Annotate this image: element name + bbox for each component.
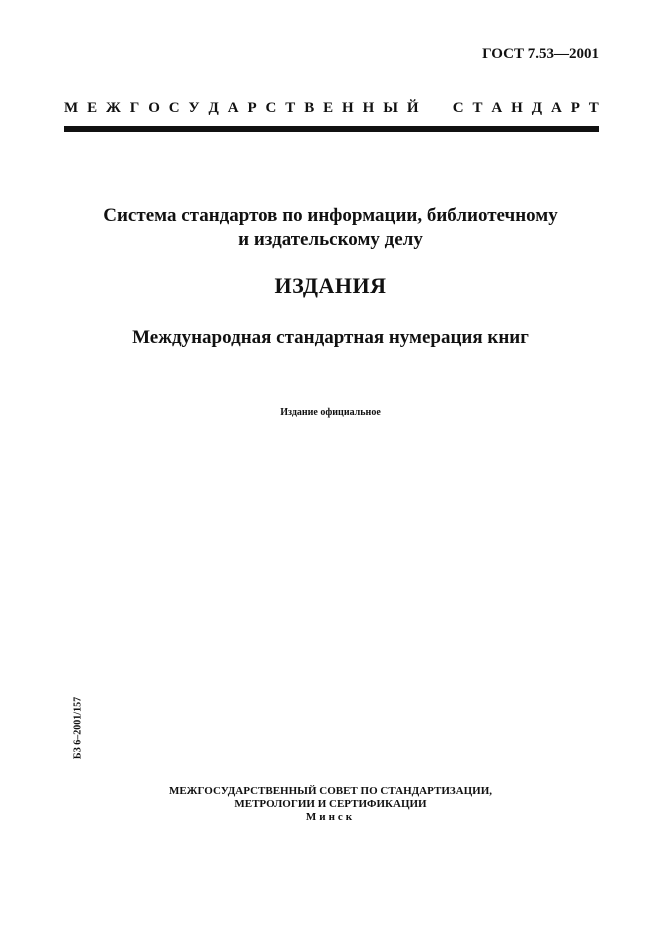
edition-note: Издание официальное <box>280 407 381 418</box>
header-letter: А <box>491 100 503 116</box>
publisher-city: Минск <box>305 811 356 823</box>
header-letter: А <box>227 100 239 116</box>
header-letter: Т <box>285 100 296 116</box>
header-letter: Д <box>531 100 543 116</box>
header-rule <box>64 126 599 132</box>
gost-number: ГОСТ 7.53—2001 <box>482 46 599 62</box>
header-letter: Е <box>323 100 334 116</box>
header-letter: А <box>550 100 562 116</box>
header-letter: Ж <box>106 100 121 116</box>
header-letter: Н <box>511 100 523 116</box>
header-letter: У <box>188 100 200 116</box>
header-letter: Р <box>247 100 257 116</box>
header-letter: Е <box>87 100 98 116</box>
side-code: БЗ 6–2001/157 <box>72 696 84 760</box>
publisher-line2: МЕТРОЛОГИИ И СЕРТИФИКАЦИИ <box>234 798 427 810</box>
header-letter: С <box>265 100 277 116</box>
header-letter: Д <box>208 100 219 116</box>
header-letter: Н <box>362 100 375 116</box>
header-letter: С <box>452 100 464 116</box>
document-subtitle: Международная стандартная нумерация книг <box>132 327 529 348</box>
header-letter: В <box>304 100 315 116</box>
series-title-line1: Система стандартов по информации, библиотечному <box>103 205 558 226</box>
header-letter: С <box>168 100 180 116</box>
publisher-line1: МЕЖГОСУДАРСТВЕННЫЙ СОВЕТ ПО СТАНДАРТИЗАЦИИ, <box>168 785 493 797</box>
header-letter: М <box>64 100 79 116</box>
header-letter: Р <box>570 100 580 116</box>
header-word-gap <box>440 100 444 117</box>
header-letter: Т <box>472 100 483 116</box>
main-title: ИЗДАНИЯ <box>274 273 387 298</box>
header-letter: Ы <box>383 100 398 116</box>
header-letter: О <box>148 100 160 116</box>
header-letter: Й <box>406 100 419 116</box>
interstate-standard-header <box>64 100 599 117</box>
header-letter: Н <box>342 100 354 116</box>
header-letter: Т <box>588 100 599 116</box>
series-title <box>40 204 621 252</box>
publisher-block <box>40 785 621 824</box>
header-word-gap <box>427 100 431 117</box>
header-letter: Г <box>129 100 140 116</box>
series-title-line2: и издательскому делу <box>238 229 423 250</box>
